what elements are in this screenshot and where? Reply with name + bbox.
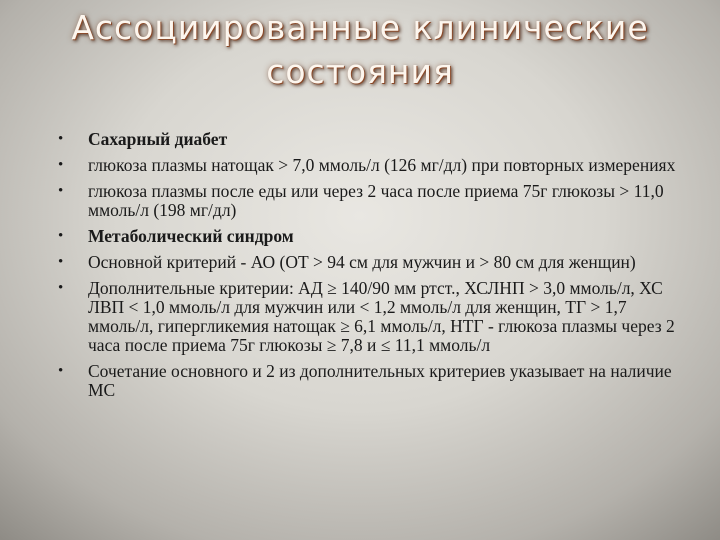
item-text: глюкоза плазмы натощак > 7,0 ммоль/л (126 мг/дл) при повторных измерениях <box>88 155 676 175</box>
bullet-icon: • <box>58 131 64 147</box>
item-text: Сочетание основного и 2 из дополнительных критериев указывает на наличие МС <box>88 361 672 400</box>
slide-title-line-1: Ассоциированные клинические <box>71 8 649 47</box>
item-text: Дополнительные критерии: АД ≥ 140/90 мм ртст., ХСЛНП > 3,0 ммоль/л, ХС ЛВП < 1,0 ммоль/л для мужчин или < 1,2 ммоль/л для женщин, ТГ > 1,7 ммоль/л, гипергликемия натощак ≥ 6,1 ммоль/л, НТГ - глюкоза плазмы через 2 часа после приема 75г глюкозы ≥ 7,8 и ≤ 11,1 ммоль/л <box>88 278 675 355</box>
list-item <box>58 156 678 175</box>
bullet-list <box>58 130 678 407</box>
bullet-icon: • <box>58 254 64 270</box>
list-item <box>58 279 678 355</box>
bullet-icon: • <box>58 183 64 199</box>
bullet-icon: • <box>58 157 64 173</box>
list-item <box>58 130 678 149</box>
slide-title-line-2: состояния <box>266 52 454 91</box>
list-item <box>58 362 678 400</box>
item-text: Сахарный диабет <box>88 129 228 149</box>
bullet-icon: • <box>58 363 64 379</box>
slide-title <box>0 6 720 94</box>
list-item <box>58 182 678 220</box>
list-item <box>58 253 678 272</box>
bullet-icon: • <box>58 228 64 244</box>
item-text: Основной критерий - АО (ОТ > 94 см для мужчин и > 80 см для женщин) <box>88 252 636 272</box>
item-text: глюкоза плазмы после еды или через 2 часа после приема 75г глюкозы > 11,0 ммоль/л (198 мг/дл) <box>88 181 664 220</box>
item-text: Метаболический синдром <box>88 226 294 246</box>
list-item <box>58 227 678 246</box>
bullet-icon: • <box>58 280 64 296</box>
